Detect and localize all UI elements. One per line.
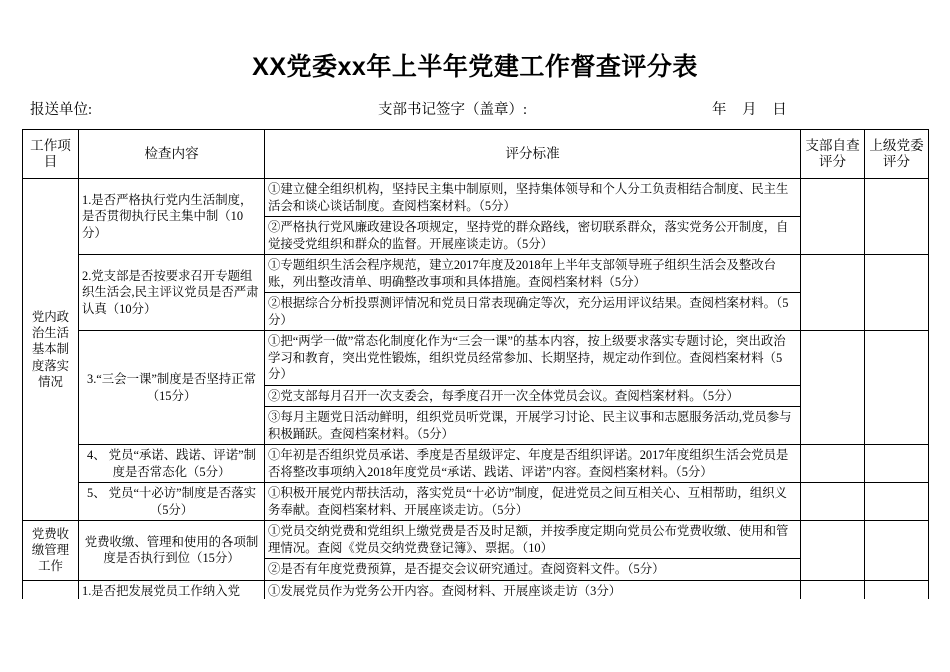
superior-party-score-cell[interactable] [865,179,929,255]
header-superior-party-score: 上级党委评分 [865,130,929,179]
work-item-category [23,580,79,599]
check-content-cell: 2.党支部是否按要求召开专题组织生活会,民主评议党员是否严肃认真（10分） [79,255,265,331]
superior-party-score-cell[interactable] [865,445,929,483]
check-content-cell: 4、 党员“承诺、践诺、评诺”制度是否常态化（5分） [79,445,265,483]
scoring-criteria-cell: ②党支部每月召开一次支委会，每季度召开一次全体党员会议。查阅档案材料。（5分） [265,385,801,407]
superior-party-score-cell[interactable] [865,255,929,331]
scoring-criteria-cell: ①年初是否组织党员承诺、季度是否星级评定、年度是否组织评诺。2017年度组织生活会党员是否将整改事项纳入2018年度党员“承诺、践诺、评诺”内容。查阅档案材料。（5分） [265,445,801,483]
document-meta [0,96,950,126]
reporting-unit-label: 报送单位: [30,102,93,118]
branch-self-score-cell[interactable] [801,255,865,331]
table-row [23,445,929,483]
check-content-cell: 1.是否严格执行党内生活制度，是否贯彻执行民主集中制（10分） [79,179,265,255]
branch-self-score-cell[interactable] [801,521,865,581]
table-row [23,179,929,217]
table-row [23,580,929,599]
scoring-criteria-cell: ②是否有年度党费预算，是否提交会议研究通过。查阅资料文件。（5分） [265,559,801,581]
scoring-criteria-cell: ①专题组织生活会程序规范，建立2017年度及2018年上半年支部领导班子组织生活会及整改台账，列出整改清单、明确整改事项和具体措施。查阅档案材料（5分） [265,255,801,293]
header-branch-self-score: 支部自查评分 [801,130,865,179]
branch-self-score-cell[interactable] [801,580,865,599]
scoring-criteria-cell: ①党员交纳党费和党组织上缴党费是否及时足额，并按季度定期向党员公布党费收缴、使用和管理情况。查阅《党员交纳党费登记簿》、票据。（10） [265,521,801,559]
branch-self-score-cell[interactable] [801,179,865,255]
check-content-cell: 3.“三会一课”制度是否坚持正常（15分） [79,331,265,445]
scoring-criteria-cell: ①把“两学一做”常态化制度化作为“三会一课”的基本内容，按上级要求落实专题讨论，突出政治学习和教育，突出党性锻炼，组织党员经常参加、长期坚持，规定动作到位。查阅档案材料（5分） [265,331,801,386]
scoring-criteria-cell: ②严格执行党风廉政建设各项规定，坚持党的群众路线，密切联系群众，落实党务公开制度，自觉接受党组织和群众的监督。开展座谈走访。（5分） [265,217,801,255]
superior-party-score-cell[interactable] [865,580,929,599]
scoring-criteria-cell: ①积极开展党内帮扶活动，落实党员“十必访”制度，促进党员之间互相关心、互相帮助，组织义务奉献。查阅档案材料、开展座谈走访。（5分） [265,483,801,521]
header-work-item: 工作项目 [23,130,79,179]
work-item-category: 党内政治生活基本制度落实情况 [23,179,79,521]
header-scoring-criteria: 评分标准 [265,130,801,179]
branch-self-score-cell[interactable] [801,483,865,521]
branch-self-score-cell[interactable] [801,445,865,483]
table-row [23,255,929,293]
check-content-cell: 5、 党员“十必访”制度是否落实（5分） [79,483,265,521]
header-check-content: 检查内容 [79,130,265,179]
table-row [23,521,929,559]
scoring-criteria-cell: ②根据综合分析投票测评情况和党员日常表现确定等次，充分运用评议结果。查阅档案材料。（5分） [265,293,801,331]
table-header-row [23,130,929,179]
check-content-cell: 1.是否把发展党员工作纳入党 [79,580,265,599]
date-label: 年 月 日 [712,102,793,118]
branch-secretary-signature-label: 支部书记签字（盖章）: [378,102,528,118]
page-title: XX党委xx年上半年党建工作督查评分表 [252,53,698,81]
superior-party-score-cell[interactable] [865,521,929,581]
superior-party-score-cell[interactable] [865,483,929,521]
scoring-table [22,129,929,599]
superior-party-score-cell[interactable] [865,331,929,445]
table-body [23,179,929,600]
scoring-criteria-cell: ①建立健全组织机构，坚持民主集中制原则，坚持集体领导和个人分工负责相结合制度、民主生活会和谈心谈话制度。查阅档案材料。（5分） [265,179,801,217]
scoring-criteria-cell: ①发展党员作为党务公开内容。查阅材料、开展座谈走访（3分） [265,580,801,599]
table-header [23,130,929,179]
check-content-cell: 党费收缴、管理和使用的各项制度是否执行到位（15分） [79,521,265,581]
table-row [23,483,929,521]
branch-self-score-cell[interactable] [801,331,865,445]
scoring-criteria-cell: ③每月主题党日活动鲜明，组织党员听党课，开展学习讨论、民主议事和志愿服务活动,党员参与积极踊跃。查阅档案材料。（5分） [265,407,801,445]
work-item-category: 党费收缴管理工作 [23,521,79,581]
table-row [23,331,929,386]
